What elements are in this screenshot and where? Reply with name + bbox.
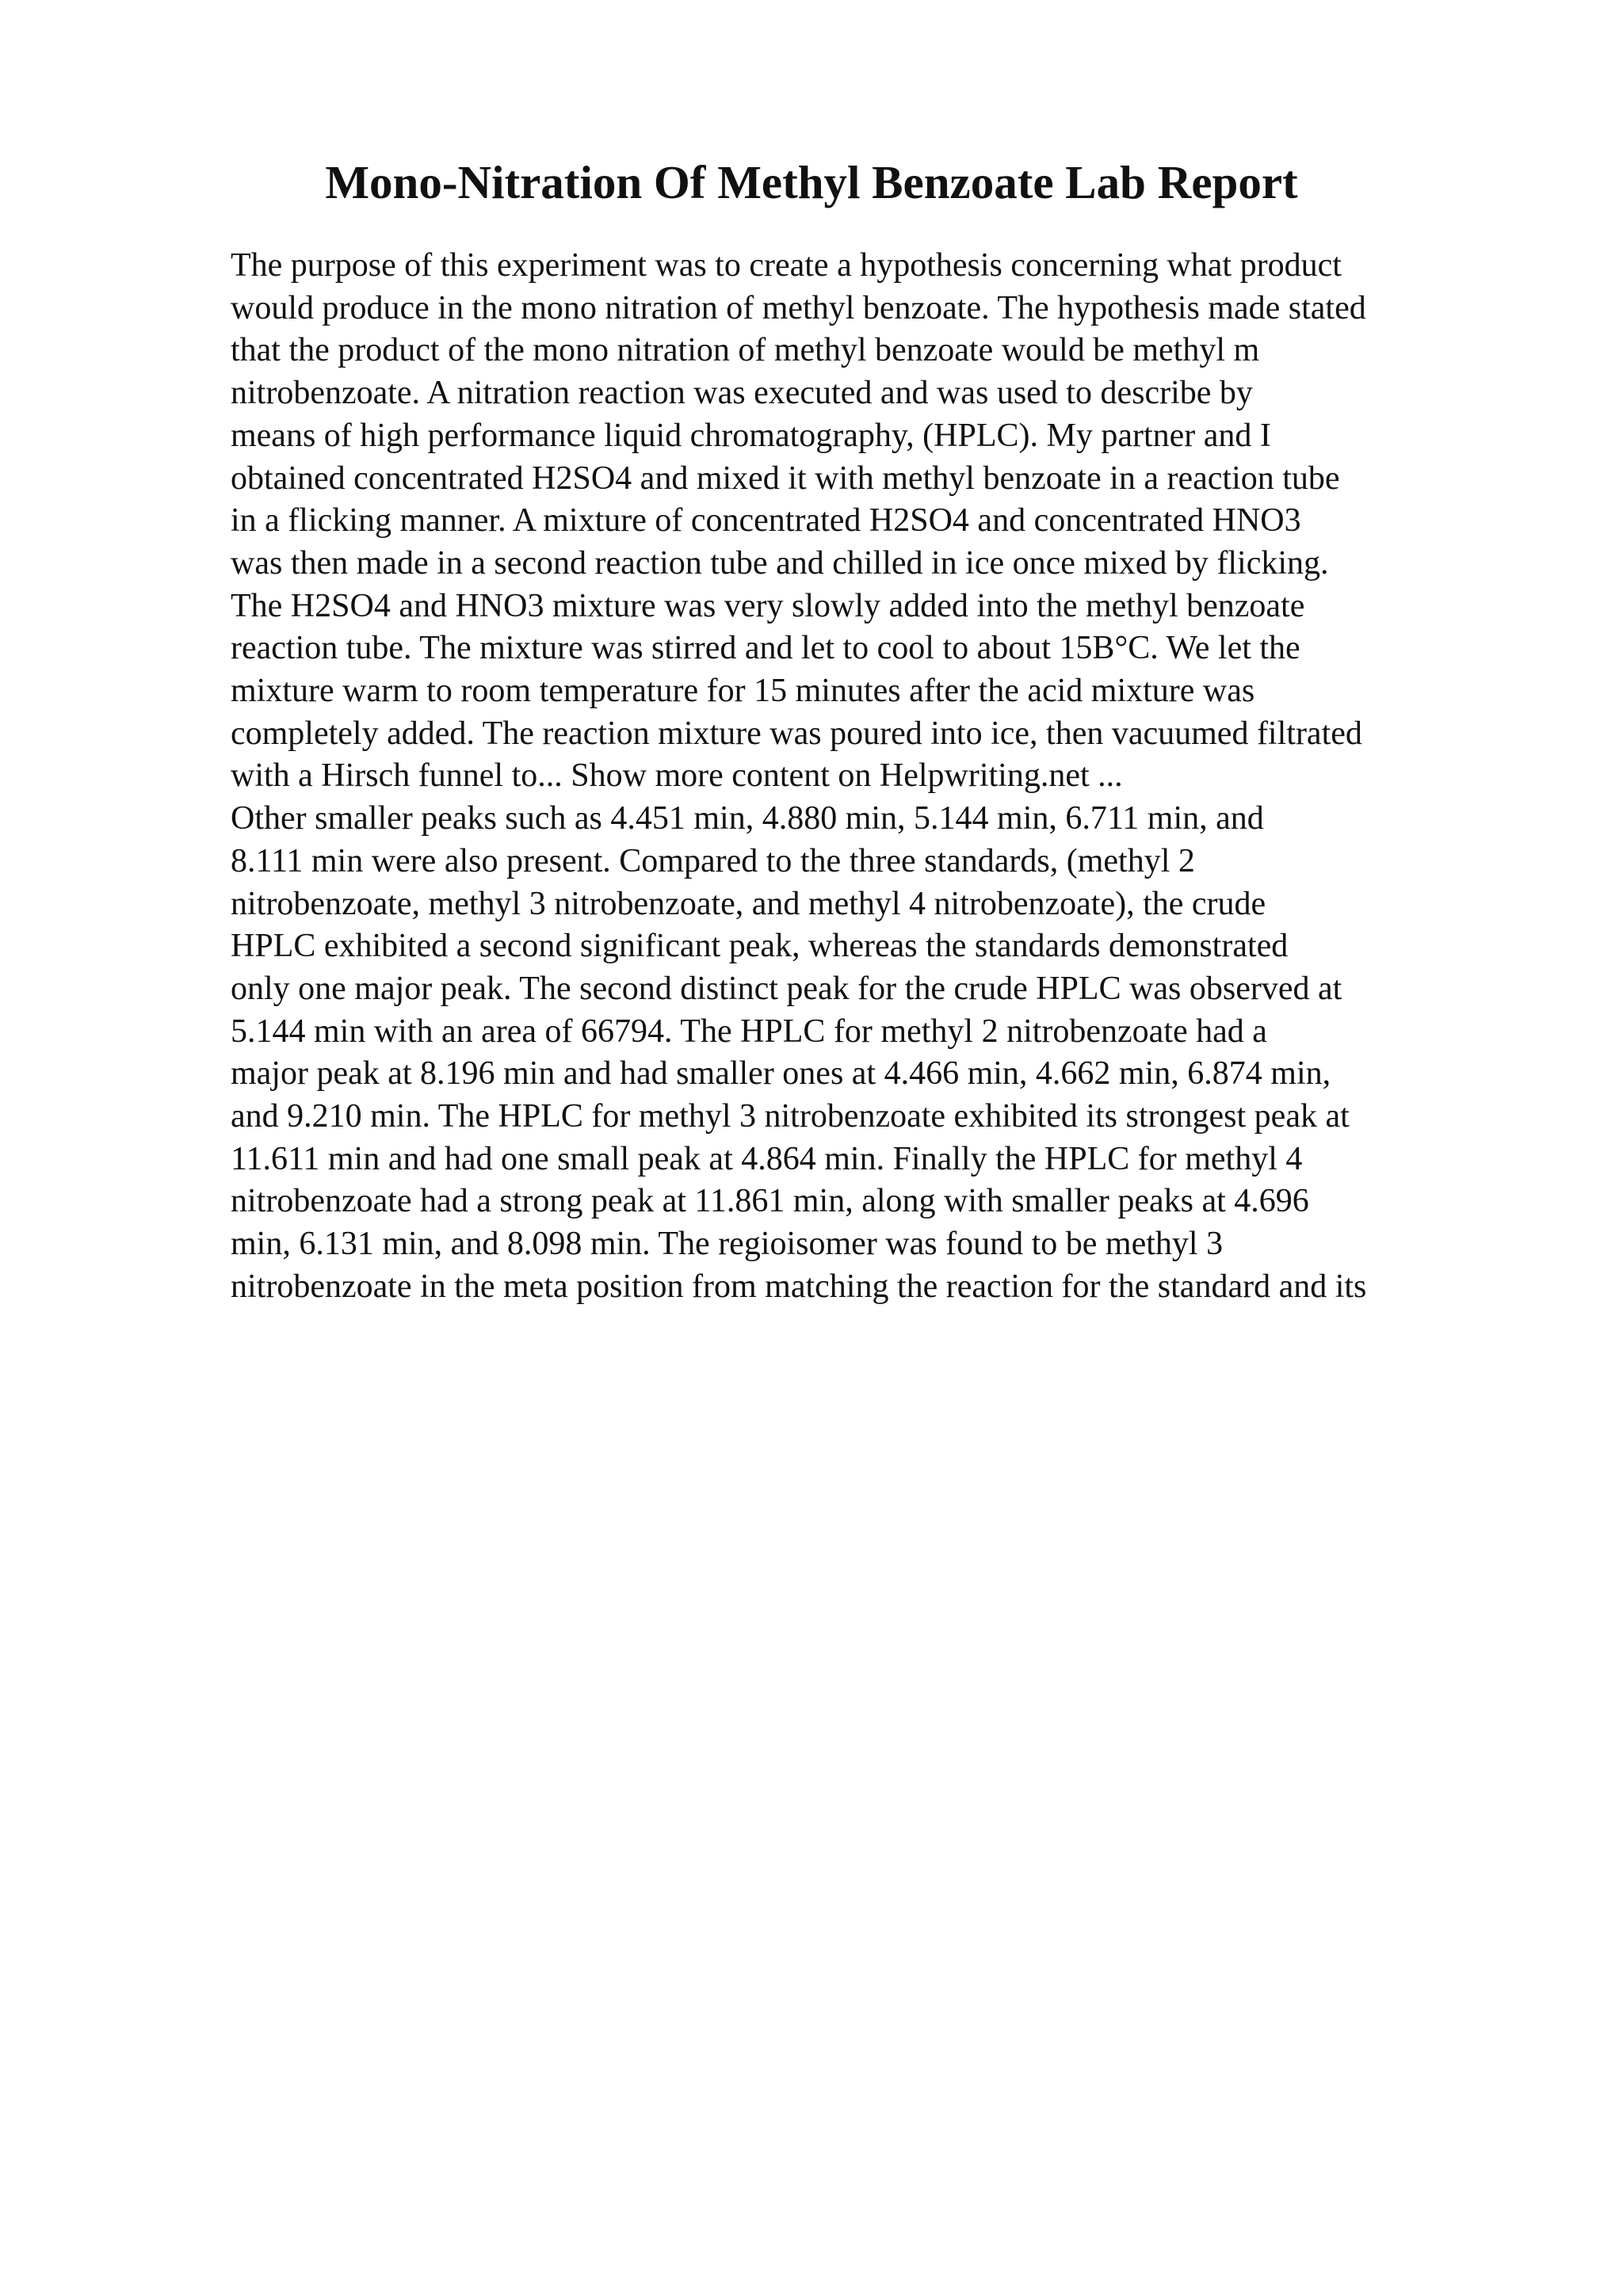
body-line: only one major peak. The second distinct peak for the crude HPLC was observed at bbox=[231, 970, 1342, 1007]
body-line: major peak at 8.196 min and had smaller ones at 4.466 min, 4.662 min, 6.874 min, bbox=[231, 1055, 1331, 1093]
body-line: with a Hirsch funnel to... Show more content on Helpwriting.net ... bbox=[231, 757, 1123, 795]
body-line: 5.144 min with an area of 66794. The HPLC for methyl 2 nitrobenzoate had a bbox=[231, 1013, 1267, 1050]
document-body bbox=[231, 245, 1499, 1309]
body-line: obtained concentrated H2SO4 and mixed it with methyl benzoate in a reaction tube bbox=[231, 460, 1340, 497]
body-line: min, 6.131 min, and 8.098 min. The regioisomer was found to be methyl 3 bbox=[231, 1226, 1224, 1263]
body-line: in a flicking manner. A mixture of concentrated H2SO4 and concentrated HNO3 bbox=[231, 502, 1301, 540]
body-line: 11.611 min and had one small peak at 4.864 min. Finally the HPLC for methyl 4 bbox=[231, 1140, 1303, 1177]
body-line: nitrobenzoate. A nitration reaction was executed and was used to describe by bbox=[231, 375, 1253, 412]
document-title: Mono-Nitration Of Methyl Benzoate Lab Report bbox=[325, 156, 1298, 208]
body-line: and 9.210 min. The HPLC for methyl 3 nitrobenzoate exhibited its strongest peak at bbox=[231, 1098, 1350, 1135]
body-line: 8.111 min were also present. Compared to the three standards, (methyl 2 bbox=[231, 842, 1195, 879]
body-line: reaction tube. The mixture was stirred and let to cool to about 15B°C. We let the bbox=[231, 630, 1300, 667]
body-line: nitrobenzoate, methyl 3 nitrobenzoate, and methyl 4 nitrobenzoate), the crude bbox=[231, 885, 1266, 922]
body-line: that the product of the mono nitration of methyl benzoate would be methyl m bbox=[231, 332, 1260, 369]
body-line: completely added. The reaction mixture was poured into ice, then vacuumed filtrated bbox=[231, 715, 1362, 752]
body-line: The purpose of this experiment was to create a hypothesis concerning what product bbox=[231, 247, 1342, 284]
body-line: was then made in a second reaction tube and chilled in ice once mixed by flicking. bbox=[231, 544, 1329, 582]
body-line: means of high performance liquid chromatography, (HPLC). My partner and I bbox=[231, 417, 1271, 454]
body-line: would produce in the mono nitration of methyl benzoate. The hypothesis made stated bbox=[231, 289, 1366, 326]
body-line: mixture warm to room temperature for 15 minutes after the acid mixture was bbox=[231, 673, 1255, 710]
body-line: Other smaller peaks such as 4.451 min, 4.880 min, 5.144 min, 6.711 min, and bbox=[231, 800, 1264, 837]
body-line: HPLC exhibited a second significant peak, whereas the standards demonstrated bbox=[231, 928, 1289, 965]
body-line: nitrobenzoate had a strong peak at 11.861 min, along with smaller peaks at 4.696 bbox=[231, 1183, 1309, 1220]
body-line: The H2SO4 and HNO3 mixture was very slowly added into the methyl benzoate bbox=[231, 587, 1305, 624]
body-line: nitrobenzoate in the meta position from matching the reaction for the standard and its bbox=[231, 1268, 1367, 1305]
